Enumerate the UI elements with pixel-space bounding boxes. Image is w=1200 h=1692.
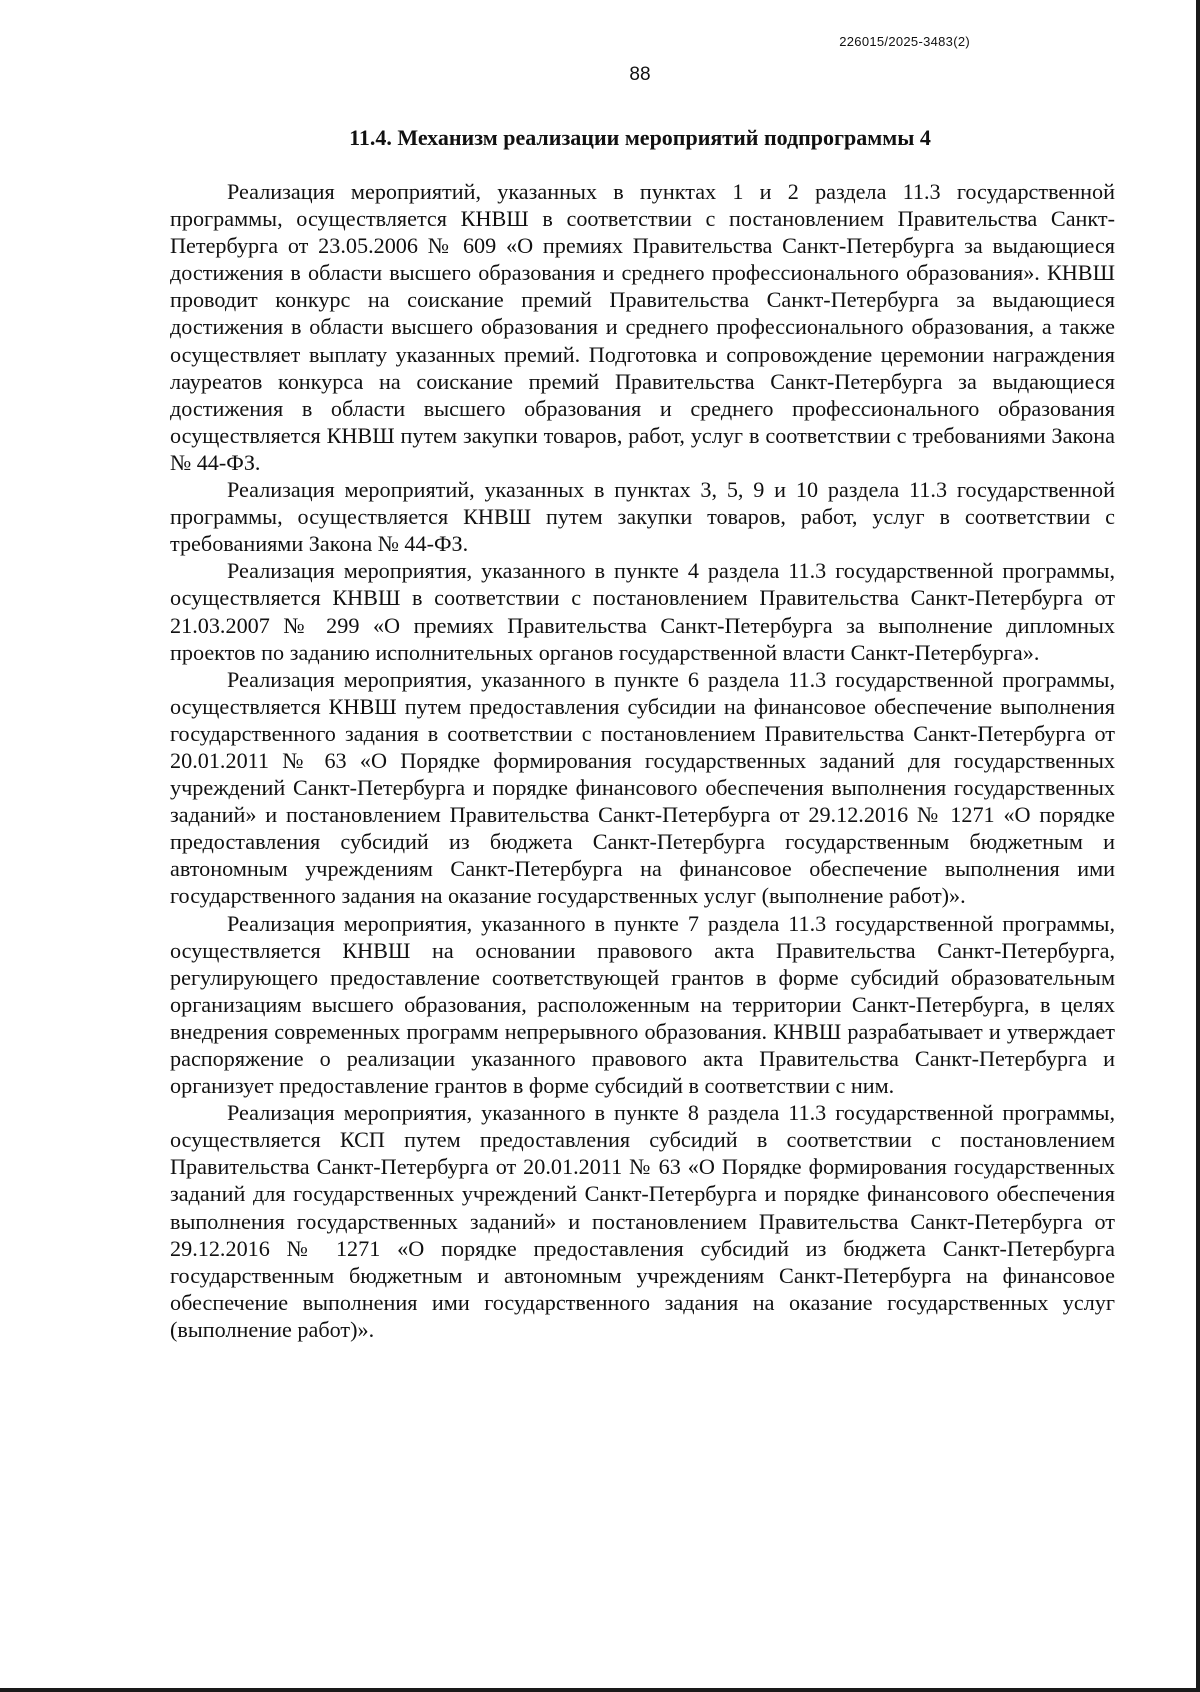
- scan-border-bottom: [0, 1688, 1200, 1692]
- paragraph-4: Реализация мероприятия, указанного в пункте 6 раздела 11.3 государственной программы, осуществляется КНВШ путем предоставления субсидии на финансовое обеспечение выполнения государственного задания в соответствии с постановлением Правительства Санкт-Петербурга от 20.01.2011 № 63 «О Порядке формирования государственных заданий для государственных учреждений Санкт-Петербурга и порядке финансового обеспечения выполнения государственных заданий» и постановлением Правительства Санкт-Петербурга от 29.12.2016 № 1271 «О порядке предоставления субсидий из бюджета Санкт-Петербурга государственным бюджетным и автономным учреждениям Санкт-Петербурга на финансовое обеспечение выполнения ими государственного задания на оказание государственных услуг (выполнение работ)».: [170, 666, 1115, 909]
- paragraph-3: Реализация мероприятия, указанного в пункте 4 раздела 11.3 государственной программы, осуществляется КНВШ в соответствии с постановлением Правительства Санкт-Петербурга от 21.03.2007 № 299 «О премиях Правительства Санкт-Петербурга за выполнение дипломных проектов по заданию исполнительных органов государственной власти Санкт-Петербурга».: [170, 558, 1115, 665]
- document-body: [170, 178, 1115, 1343]
- paragraph-6: Реализация мероприятия, указанного в пункте 8 раздела 11.3 государственной программы, осуществляется КСП путем предоставления субсидий в соответствии с постановлением Правительства Санкт-Петербурга от 20.01.2011 № 63 «О Порядке формирования государственных заданий для государственных учреждений Санкт-Петербурга и порядке финансового обеспечения выполнения государственных заданий» и постановлением Правительства Санкт-Петербурга от 29.12.2016 № 1271 «О порядке предоставления субсидий из бюджета Санкт-Петербурга государственным бюджетным и автономным учреждениям Санкт-Петербурга на финансовое обеспечение выполнения ими государственного задания на оказание государственных услуг (выполнение работ)».: [170, 1100, 1115, 1342]
- document-registration-number: 226015/2025-3483(2): [839, 34, 970, 49]
- section-title: 11.4. Механизм реализации мероприятий подпрограммы 4: [349, 125, 931, 150]
- page-number: 88: [629, 64, 651, 85]
- paragraph-5: Реализация мероприятия, указанного в пункте 7 раздела 11.3 государственной программы, осуществляется КНВШ на основании правового акта Правительства Санкт-Петербурга, регулирующего предоставление соответствующей грантов в форме субсидий образовательным организациям высшего образования, расположенным на территории Санкт-Петербурга, в целях внедрения современных программ непрерывного образования. КНВШ разрабатывает и утверждает распоряжение о реализации указанного правового акта Правительства Санкт-Петербурга и организует предоставление грантов в форме субсидий в соответствии с ним.: [170, 910, 1115, 1099]
- paragraph-1: Реализация мероприятий, указанных в пунктах 1 и 2 раздела 11.3 государственной программы, осуществляется КНВШ в соответствии с постановлением Правительства Санкт-Петербурга от 23.05.2006 № 609 «О премиях Правительства Санкт-Петербурга за выдающиеся достижения в области высшего образования и среднего профессионального образования». КНВШ проводит конкурс на соискание премий Правительства Санкт-Петербурга за выдающиеся достижения в области высшего образования и среднего профессионального образования, а также осуществляет выплату указанных премий. Подготовка и сопровождение церемонии награждения лауреатов конкурса на соискание премий Правительства Санкт-Петербурга за выдающиеся достижения в области высшего образования и среднего профессионального образования осуществляется КНВШ путем закупки товаров, работ, услуг в соответствии с требованиями Закона № 44-ФЗ.: [170, 179, 1115, 475]
- scan-border-right: [1196, 0, 1200, 1692]
- paragraph-2: Реализация мероприятий, указанных в пунктах 3, 5, 9 и 10 раздела 11.3 государственной программы, осуществляется КНВШ путем закупки товаров, работ, услуг в соответствии с требованиями Закона № 44-ФЗ.: [170, 477, 1115, 557]
